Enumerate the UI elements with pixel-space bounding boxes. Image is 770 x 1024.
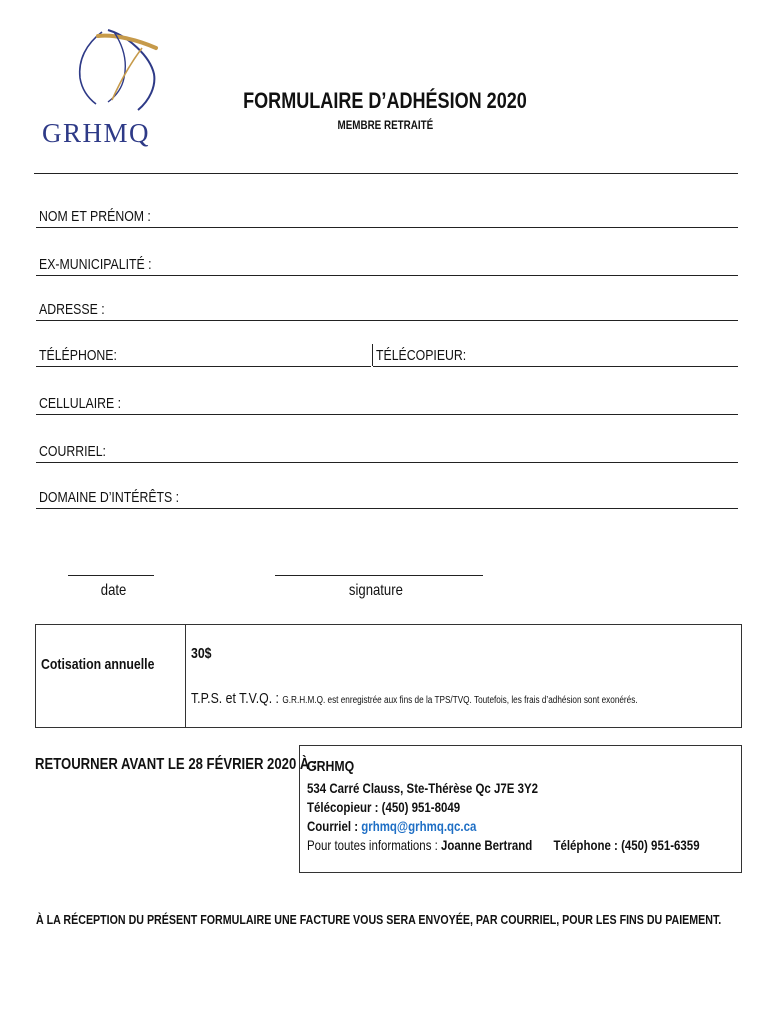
cellulaire-field[interactable] — [36, 392, 738, 415]
courriel-field[interactable] — [36, 440, 738, 463]
page-title-text: FORMULAIRE D’ADHÉSION 2020 — [243, 88, 527, 113]
ex-municipalite-label: EX-MUNICIPALITÉ : — [39, 256, 152, 273]
cellulaire-label: CELLULAIRE : — [39, 395, 122, 412]
cotisation-amount: 30$ — [191, 645, 212, 662]
return-contact-row — [307, 836, 700, 855]
telecopieur-label: TÉLÉCOPIEUR: — [376, 347, 467, 364]
domaine-interets-label: DOMAINE D’INTÉRÊTS : — [39, 489, 180, 506]
return-address-content — [307, 757, 700, 855]
return-contact-name: Joanne Bertrand — [441, 837, 533, 853]
date-caption — [68, 582, 160, 600]
return-email-link[interactable]: grhmq@grhmq.qc.ca — [361, 818, 477, 834]
return-deadline-label: RETOURNER AVANT LE 28 FÉVRIER 2020 À : — [35, 756, 318, 773]
telecopieur-field[interactable] — [373, 344, 738, 367]
signature-line[interactable] — [275, 575, 483, 576]
page-subtitle — [140, 118, 630, 132]
logo-text: GRHMQ — [42, 118, 151, 148]
ex-municipalite-field[interactable] — [36, 253, 738, 276]
cotisation-box — [35, 624, 742, 728]
header-divider — [34, 173, 738, 174]
cotisation-label: Cotisation annuelle — [41, 656, 155, 673]
return-email-row — [307, 817, 700, 836]
signature-label: signature — [349, 582, 403, 599]
return-email-label: Courriel : — [307, 818, 359, 834]
telephone-label: TÉLÉPHONE: — [39, 347, 117, 364]
courriel-label: COURRIEL: — [39, 443, 106, 460]
tps-tvq-note: G.R.H.M.Q. est enregistrée aux fins de la TPS/TVQ. Toutefois, les frais d’adhésion sont exonérés. — [282, 695, 638, 706]
page-title — [140, 88, 630, 114]
return-org-name: GRHMQ — [307, 758, 355, 775]
cotisation-divider — [185, 624, 186, 728]
page-subtitle-text: MEMBRE RETRAITÉ — [337, 118, 433, 132]
adresse-label: ADRESSE : — [39, 301, 105, 318]
nom-prenom-label: NOM ET PRÉNOM : — [39, 208, 151, 225]
signature-caption — [275, 582, 477, 600]
tps-tvq-line — [191, 690, 638, 707]
date-line[interactable] — [68, 575, 154, 576]
tps-tvq-label: T.P.S. et T.V.Q. : — [191, 690, 279, 707]
adresse-field[interactable] — [36, 298, 738, 321]
date-label: date — [101, 582, 127, 599]
return-address: 534 Carré Clauss, Ste-Thérèse Qc J7E 3Y2 — [307, 780, 539, 796]
return-phone: Téléphone : (450) 951-6359 — [553, 837, 700, 853]
return-fax: Télécopieur : (450) 951-8049 — [307, 799, 461, 815]
nom-prenom-field[interactable] — [36, 205, 738, 228]
telephone-field[interactable] — [36, 344, 371, 367]
domaine-interets-field[interactable] — [36, 486, 738, 509]
footer-note: À LA RÉCEPTION DU PRÉSENT FORMULAIRE UNE FACTURE VOUS SERA ENVOYÉE, PAR COURRIEL, POUR LES FINS DU PAIEMENT. — [36, 912, 722, 927]
return-info-label: Pour toutes informations : — [307, 837, 438, 853]
